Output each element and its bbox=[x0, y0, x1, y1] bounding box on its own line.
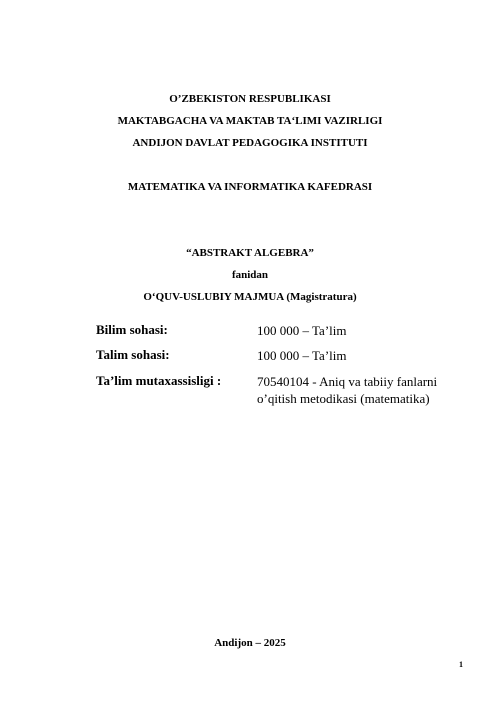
info-label-mutaxassislik: Ta’lim mutaxassisligi : bbox=[96, 373, 222, 388]
page-number: 1 bbox=[459, 660, 463, 669]
header-line-institute: ANDIJON DAVLAT PEDAGOGIKA INSTITUTI bbox=[132, 137, 368, 149]
header-line-republic: O’ZBEKISTON RESPUBLIKASI bbox=[169, 93, 331, 105]
header-line-ministry: MAKTABGACHA VA MAKTAB TA‘LIMI VAZIRLIGI bbox=[117, 115, 383, 127]
info-value-talim: 100 000 – Ta’lim bbox=[257, 348, 347, 363]
info-label-talim: Talim sohasi: bbox=[96, 347, 170, 362]
course-complex: O‘QUV-USLUBIY MAJMUA (Magistratura) bbox=[143, 291, 357, 303]
footer-place-year: Andijon – 2025 bbox=[214, 637, 286, 649]
course-subtitle: fanidan bbox=[231, 269, 269, 281]
info-value-bilim: 100 000 – Ta’lim bbox=[257, 323, 347, 338]
department-title: MATEMATIKA VA INFORMATIKA KAFEDRASI bbox=[127, 181, 373, 193]
course-title: “ABSTRAKT ALGEBRA” bbox=[186, 247, 314, 259]
info-label-bilim: Bilim sohasi: bbox=[96, 322, 168, 337]
info-value-mutaxassislik: 70540104 - Aniq va tabiiy fanlarni o’qitish metodikasi (matematika) bbox=[257, 374, 438, 406]
